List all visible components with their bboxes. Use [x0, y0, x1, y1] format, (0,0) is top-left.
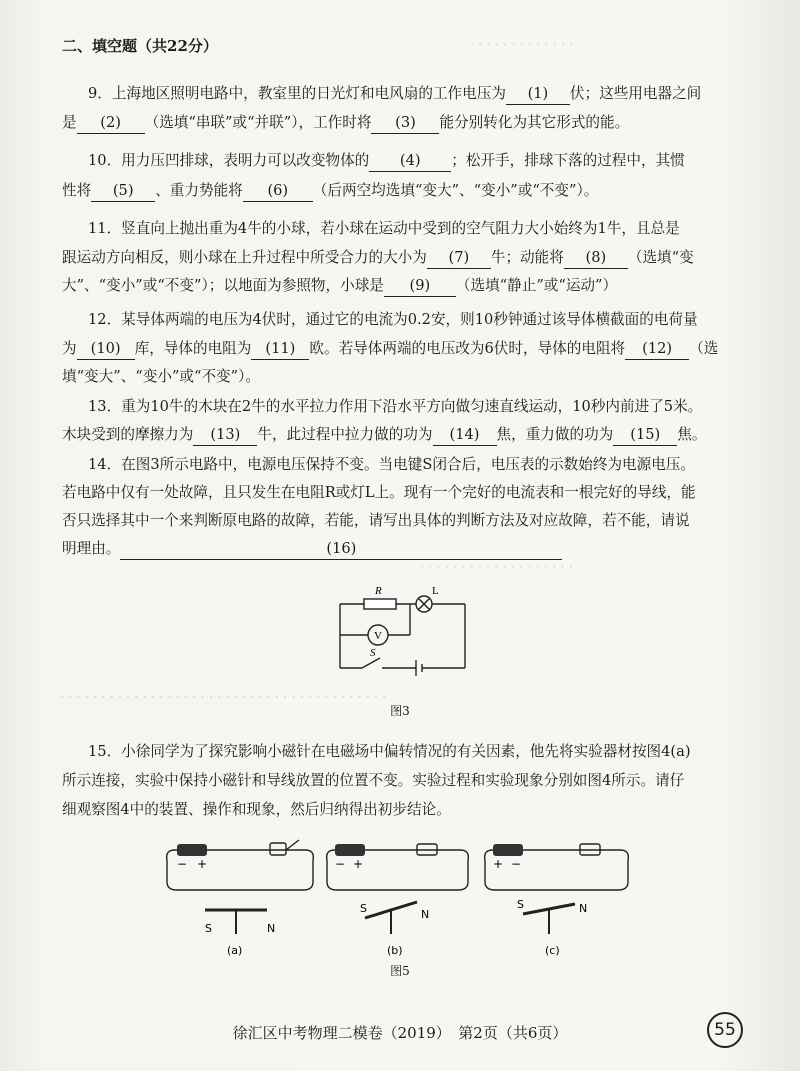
figure5-caption: 图5	[390, 964, 410, 978]
battery-plus-b: +	[353, 857, 364, 871]
q12-line2: 为 (10) 库，导体的电阻为 (11) 欧。若导体两端的电压改为6伏时，导体的电阻将 (12) （选	[62, 339, 752, 360]
needle-n-b: N	[421, 908, 430, 921]
q12-line1: 12．某导体两端的电压为4伏时，通过它的电流为0.2安，则10秒钟通过该导体横截面的电荷量	[88, 311, 698, 328]
q11-line3: 大”、“变小”或“不变”）；以地面为参照物，小球是 (9) （选填“静止”或“运动”）	[62, 276, 752, 297]
q14-line2: 若电路中仅有一处故障，且只发生在电阻R或灯L上。现有一个完好的电流表和一根完好的导线，能	[62, 484, 696, 501]
needle-n-a: N	[267, 922, 276, 935]
page-number-badge: 55	[707, 1012, 743, 1048]
resistor-label: R	[375, 585, 382, 597]
bleed-through-text: · · · · · · · · · · · · · · · · · · · · · · · · · · · · · · · · · · · · · · · ·	[60, 690, 387, 705]
needle-s-a: S	[205, 922, 212, 935]
q11-line2: 跟运动方向相反，则小球在上升过程中所受合力的大小为 (7) 牛；动能将 (8) （选填“变	[62, 248, 752, 269]
figure3-caption: 图3	[390, 704, 410, 718]
bleed-through-text: · · · · · · · · · · · · · · · · · · ·	[420, 560, 573, 575]
q9-line1: 9．上海地区照明电路中，教室里的日光灯和电风扇的工作电压为 (1) 伏；这些用电器之间	[88, 84, 778, 105]
q11-line1: 11．竖直向上抛出重为4牛的小球，若小球在运动中受到的空气阻力大小始终为1牛，且总是	[88, 220, 680, 237]
q15-line3: 细观察图4中的装置、操作和现象，然后归纳得出初步结论。	[62, 801, 451, 818]
panel-a	[167, 840, 314, 957]
q14-line4: 明理由。 (16)	[62, 539, 752, 560]
battery-minus-b: −	[335, 857, 346, 871]
q14-line3: 否只选择其中一个来判断原电路的故障，若能，请写出具体的判断方法及对应故障，若不能，请说	[62, 512, 690, 529]
panel-label-c: (c)	[545, 944, 560, 957]
q15-line2: 所示连接，实验中保持小磁针和导线放置的位置不变。实验过程和实验现象分别如图4所示。请仔	[62, 772, 685, 789]
battery-right-terminal-c: −	[511, 857, 522, 871]
q10-line1: 10．用力压凹排球，表明力可以改变物体的 (4) ；松开手，排球下落的过程中，其惯	[88, 151, 778, 172]
switch-label: S	[370, 647, 376, 659]
needle-n-c: N	[579, 902, 588, 915]
figure5-panels	[155, 838, 645, 958]
panel-label-b: (b)	[387, 944, 403, 957]
panel-label-a: (a)	[227, 944, 243, 957]
q10-line2: 性将 (5) 、重力势能将 (6) （后两空均选填“变大”、“变小”或“不变”）。	[62, 181, 752, 202]
q13-line2: 木块受到的摩擦力为 (13) 牛，此过程中拉力做的功为 (14) 焦，重力做的功为 (15) 焦。	[62, 425, 752, 446]
figure3-circuit	[320, 580, 480, 685]
q15-line1: 15．小徐同学为了探究影响小磁针在电磁场中偏转情况的有关因素，他先将实验器材按图4(a)	[88, 743, 691, 760]
needle-s-c: S	[517, 898, 524, 911]
q9-line2: 是 (2) （选填“串联”或“并联”），工作时将 (3) 能分别转化为其它形式的能。	[62, 113, 752, 134]
battery-plus-a: +	[197, 857, 208, 871]
voltmeter-label: V	[374, 630, 382, 642]
needle-s-b: S	[360, 902, 367, 915]
q13-line1: 13．重为10牛的木块在2牛的水平拉力作用下沿水平方向做匀速直线运动，10秒内前进了5米。	[88, 398, 703, 415]
battery-minus-a: −	[177, 857, 188, 871]
battery-left-terminal-c: +	[493, 857, 504, 871]
bleed-through-text: · · · · · · · · · · · · ·	[470, 38, 574, 53]
panel-b	[327, 844, 469, 957]
lamp-label: L	[432, 585, 439, 597]
page-footer: 徐汇区中考物理二模卷（2019） 第2页（共6页）	[232, 1024, 568, 1042]
panel-c	[485, 844, 629, 957]
q14-line1: 14．在图3所示电路中，电源电压保持不变。当电键S闭合后，电压表的示数始终为电源电压。	[88, 456, 696, 473]
q12-line3: 填“变大”、“变小”或“不变”）。	[62, 368, 260, 385]
section-heading: 二、填空题（共22分）	[62, 37, 218, 55]
